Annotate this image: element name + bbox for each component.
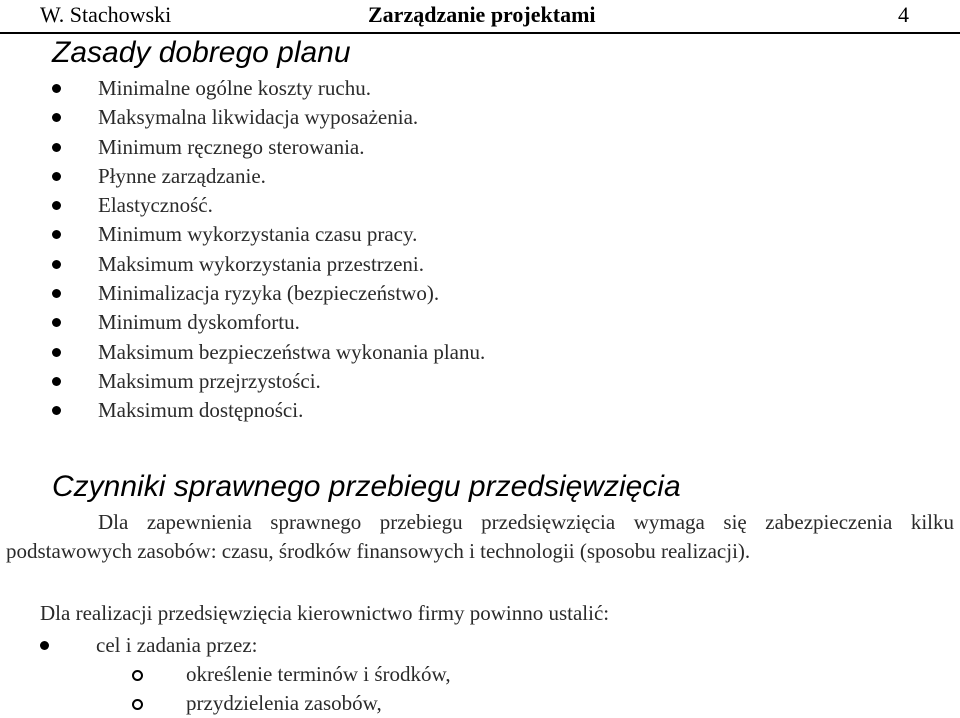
list-item bbox=[0, 103, 485, 132]
list-item bbox=[0, 162, 485, 191]
list-item bbox=[0, 338, 485, 367]
list-item bbox=[0, 367, 485, 396]
list-item-text: Maksimum wykorzystania przestrzeni. bbox=[98, 251, 424, 276]
header-title: Zarządzanie projektami bbox=[368, 2, 596, 27]
list-item bbox=[0, 308, 485, 337]
bullet-icon bbox=[52, 230, 61, 239]
list-item bbox=[0, 191, 485, 220]
page-number: 4 bbox=[898, 2, 909, 27]
bullet-icon bbox=[52, 289, 61, 298]
circle-bullet-icon bbox=[132, 670, 143, 681]
bullet-icon bbox=[52, 260, 61, 269]
bullet-icon bbox=[52, 406, 61, 415]
page-header bbox=[0, 0, 960, 34]
list-item-text: Minimalizacja ryzyka (bezpieczeństwo). bbox=[98, 281, 440, 306]
list-item bbox=[0, 133, 485, 162]
bullet-icon bbox=[52, 172, 61, 181]
list-item-text: Maksimum dostępności. bbox=[98, 398, 304, 423]
bullet-icon bbox=[52, 201, 61, 210]
bullet-icon bbox=[52, 348, 61, 357]
header-author: W. Stachowski bbox=[40, 2, 172, 27]
sub-list-item-text: przydzielenia zasobów, bbox=[186, 691, 382, 715]
bullet-icon bbox=[52, 143, 61, 152]
bullet-icon bbox=[40, 641, 49, 650]
list-item-text: Elastyczność. bbox=[98, 193, 213, 218]
sub-list-item-text: określenie terminów i środków, bbox=[186, 662, 451, 686]
list-item-text: Płynne zarządzanie. bbox=[98, 163, 266, 188]
list-item bbox=[0, 74, 485, 103]
list-item-text: Minimum wykorzystania czasu pracy. bbox=[98, 222, 418, 247]
bullet-icon bbox=[52, 377, 61, 386]
list-item-text: Maksymalna likwidacja wyposażenia. bbox=[98, 105, 419, 130]
section-heading-good-plan: Zasady dobrego planu bbox=[52, 36, 351, 69]
good-plan-rules-list bbox=[0, 74, 485, 426]
list-item-text: Minimum ręcznego sterowania. bbox=[98, 134, 365, 159]
list-item-text: Minimalne ogólne koszty ruchu. bbox=[98, 76, 371, 100]
bullet-icon bbox=[52, 318, 61, 327]
list-item bbox=[0, 220, 485, 249]
list-item bbox=[0, 396, 485, 425]
section-heading-efficient-process: Czynniki sprawnego przebiegu przedsięwzięcia bbox=[52, 470, 681, 503]
paragraph-resources: Dla zapewnienia sprawnego przebiegu przedsięwzięcia wymaga się zabezpieczenia kilku podstawowych zasobów: czasu, środków finansowych i technologii (sposobu realizacji). bbox=[6, 510, 954, 563]
list-item bbox=[0, 250, 485, 279]
paragraph-management: Dla realizacji przedsięwzięcia kierownictwo firmy powinno ustalić: bbox=[40, 601, 610, 625]
list-item-text: Maksimum bezpieczeństwa wykonania planu. bbox=[98, 339, 486, 364]
bullet-icon bbox=[52, 84, 61, 93]
list-item-text: cel i zadania przez: bbox=[96, 633, 258, 657]
list-item-text: Maksimum przejrzystości. bbox=[98, 368, 321, 393]
list-item-text: Minimum dyskomfortu. bbox=[98, 310, 300, 335]
bullet-icon bbox=[52, 113, 61, 122]
circle-bullet-icon bbox=[132, 699, 143, 710]
list-item bbox=[0, 279, 485, 308]
